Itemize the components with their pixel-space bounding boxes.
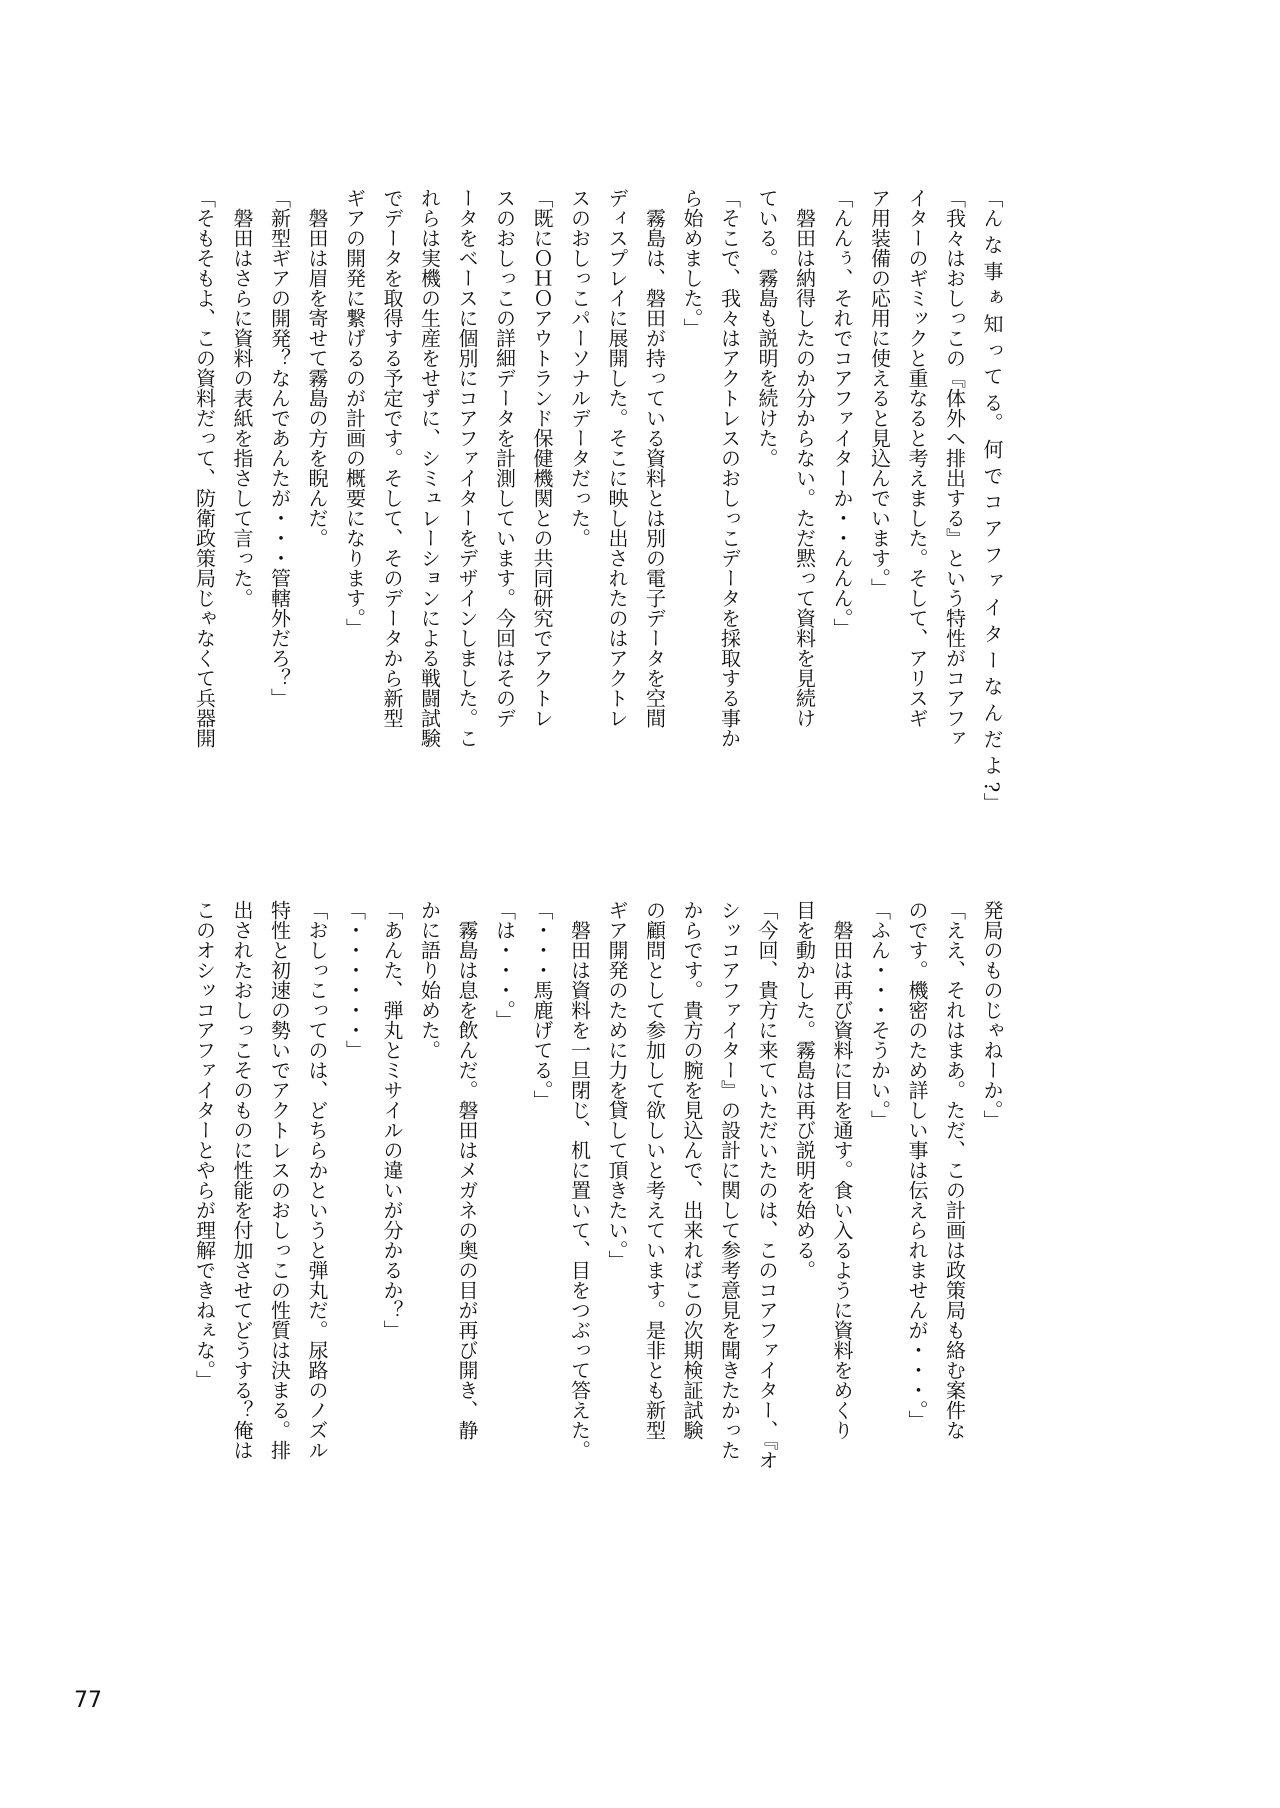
text-line: 磐田は眉を寄せて霧島の方を睨んだ。 bbox=[305, 188, 329, 548]
text-line: シッコアファイター』の設計に関して参考意見を聞きたかった bbox=[717, 900, 742, 1460]
text-line: 「・・・・・・」 bbox=[342, 900, 367, 1060]
text-line: 磐田はさらに資料の表紙を指さして言った。 bbox=[230, 188, 254, 608]
text-line: でデータを取得する予定です。そして、そのデータから新型 bbox=[380, 188, 404, 728]
text-line: 霧島は、磐田が持っている資料とは別の電子データを空間 bbox=[642, 188, 667, 728]
text-line: のです。機密のため詳しい事は伝えられませんが・・・。」 bbox=[905, 900, 929, 1430]
text-line: 「我々はおしっこの『体外へ排出する』という特性がコアファ bbox=[942, 188, 967, 748]
text-line: ギア開発のために力を貸して頂きたい。」 bbox=[605, 900, 629, 1270]
text-line: 磐田は納得したのか分からない。ただ黙って資料を見続け bbox=[792, 188, 817, 728]
text-line: 「ん な 事 ぁ 知 っ て る。 何 で コ ア フ ァ イ タ ー な ん だ よ ?」 bbox=[980, 188, 1004, 813]
text-line: イターのギミックと重なると考えました。そして、アリスギ bbox=[905, 188, 929, 728]
text-line: ータをベースに個別にコアファイターをデザインしました。こ bbox=[455, 188, 479, 748]
text-line: からです。貴方の腕を見込んで、出来ればこの次期検証試験 bbox=[680, 900, 704, 1440]
text-line: 出されたおしっこそのものに性能を付加させてどうする？俺は bbox=[230, 900, 254, 1460]
text-line: 「既にＯＨＯアウトランド保健機関との共同研究でアクトレ bbox=[530, 188, 554, 728]
text-line: 磐田は資料を一旦閉じ、机に置いて、目をつぶって答えた。 bbox=[567, 900, 592, 1460]
text-line: 「あんた、弾丸とミサイルの違いが分かるか？」 bbox=[380, 900, 404, 1340]
text-line: 「ふん・・・そうかい。」 bbox=[867, 900, 892, 1130]
text-line: 「んんぅ、それでコアファイターか・・んんん。」 bbox=[830, 188, 854, 638]
text-line: 「ええ、それはまあ。ただ、この計画は政策局も絡む案件な bbox=[942, 900, 967, 1440]
text-line: このオシッコアファイターとやらが理解できねぇな。」 bbox=[192, 900, 217, 1390]
text-line: 「新型ギアの開発？なんであんたが・・・管轄外だろ？」 bbox=[267, 188, 292, 708]
text-line: 「・・・馬鹿げてる。」 bbox=[530, 900, 554, 1110]
text-line: 「おしっこってのは、どちらかというと弾丸だ。尿路のノズル bbox=[305, 900, 329, 1460]
text-block-bottom bbox=[110, 900, 1010, 1560]
text-line: スのおしっこパーソナルデータだった。 bbox=[567, 188, 592, 548]
text-block-top bbox=[110, 188, 1010, 848]
text-line: 霧島は息を飲んだ。磐田はメガネの奥の目が再び開き、静 bbox=[455, 900, 479, 1440]
text-line: 特性と初速の勢いでアクトレスのおしっこの性質は決まる。排 bbox=[267, 900, 292, 1460]
text-line: 磐田は再び資料に目を通す。食い入るように資料をめくり bbox=[830, 900, 854, 1440]
text-line: ディスプレイに展開した。そこに映し出されたのはアクトレ bbox=[605, 188, 629, 728]
text-line: ア用装備の応用に使えると見込んでいます。」 bbox=[867, 188, 892, 598]
text-line: 発局のものじゃねーか。」 bbox=[980, 900, 1004, 1130]
text-line: 「は・・・。」 bbox=[492, 900, 517, 1030]
text-line: れらは実機の生産をせずに、シミュレーションによる戦闘試験 bbox=[417, 188, 442, 748]
text-line: ら始めました。」 bbox=[680, 188, 704, 338]
text-line: の顧問として参加して欲しいと考えています。是非とも新型 bbox=[642, 900, 667, 1440]
page-number: 77 bbox=[74, 1688, 102, 1713]
text-line: スのおしっこの詳細データを計測しています。今回はそのデ bbox=[492, 188, 517, 728]
text-line: 「今回、貴方に来ていただいたのは、このコアファイター、『オ bbox=[755, 900, 779, 1470]
text-line: かに語り始めた。 bbox=[417, 900, 442, 1060]
text-line: ている。霧島も説明を続けた。 bbox=[755, 188, 779, 468]
text-line: ギアの開発に繋げるのが計画の概要になります。」 bbox=[342, 188, 367, 638]
text-line: 目を動かした。霧島は再び説明を始める。 bbox=[792, 900, 817, 1280]
text-line: 「そこで、我々はアクトレスのおしっこデータを採取する事か bbox=[717, 188, 742, 748]
text-line: 「そもそもよ、この資料だって、防衛政策局じゃなくて兵器開 bbox=[192, 188, 217, 748]
